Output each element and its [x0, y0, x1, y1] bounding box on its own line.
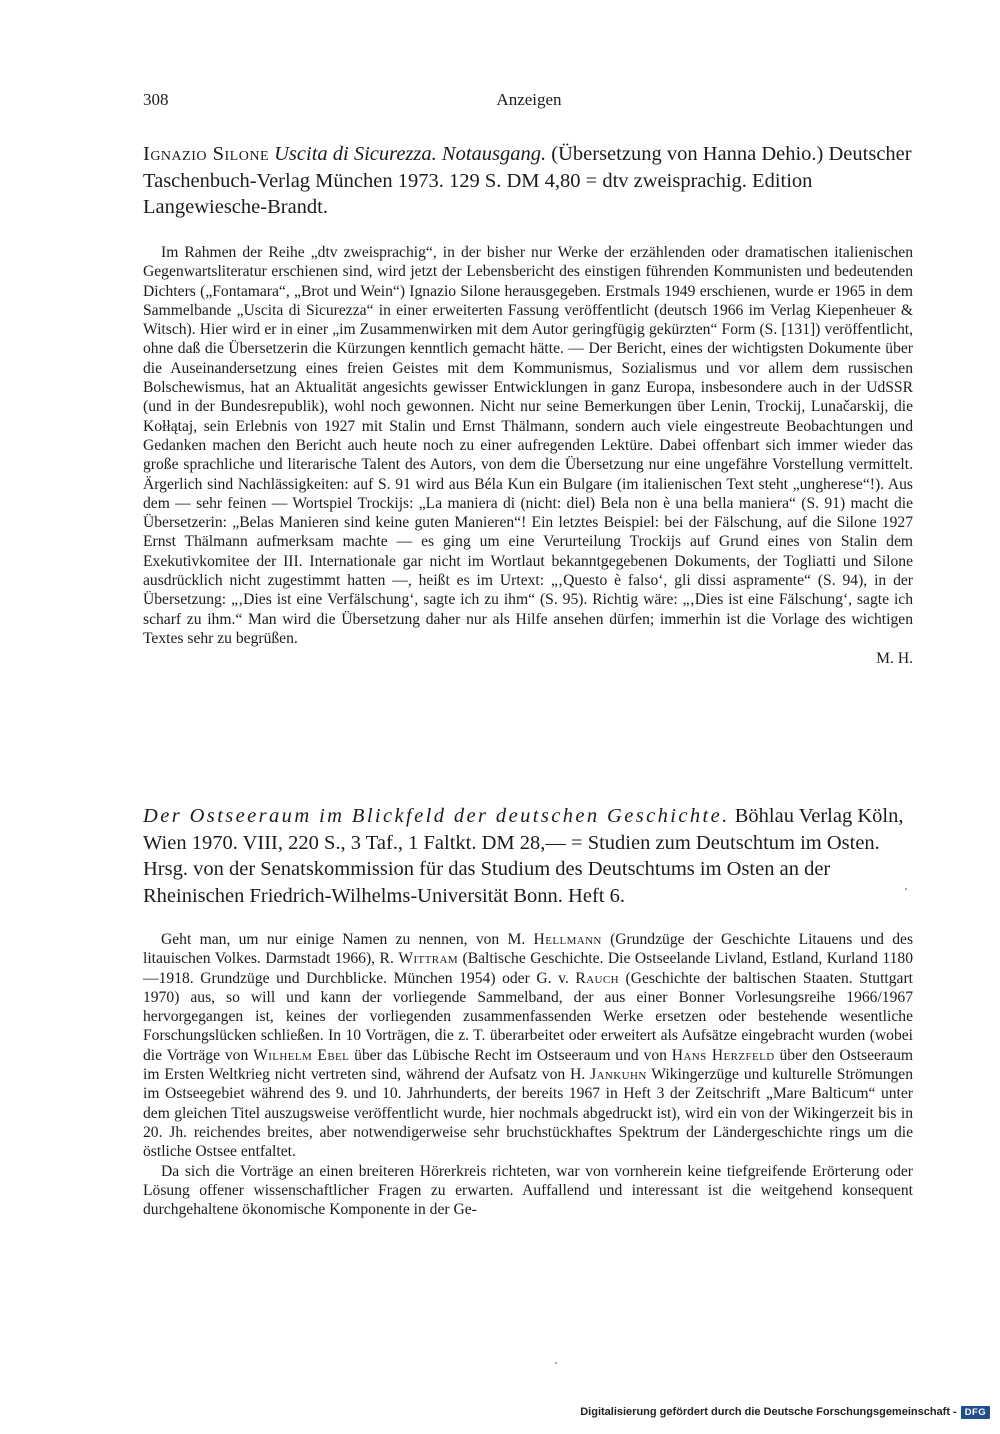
entry2-bibliography: Böhlau Verlag Köln, Wien 1970. VIII, 220 S., 3 Taf., 1 Faltkt. DM 28,— = Studien zum Deutschtum im Osten. Hrsg. von der Senatskommission für das Studium des Deutschtums im Osten an der Rheinischen Friedrich-Wilhelms-Universität Bonn. Heft 6. — [143, 805, 904, 907]
section-title: Anzeigen — [496, 90, 562, 109]
entry1-heading — [143, 141, 913, 221]
author-name-herzfeld: Hans Herzfeld — [671, 1046, 775, 1064]
footer-text: Digitalisierung gefördert durch die Deutsche Forschungsgemeinschaft - — [580, 1406, 957, 1418]
digitization-footer — [580, 1404, 990, 1420]
author-name-wittram: Wittram — [398, 950, 459, 968]
author-name-jankuhn: Jankuhn — [590, 1066, 647, 1084]
author-name-hellmann: Hellmann — [533, 931, 602, 948]
entry2-paragraph-1: Geht man, um nur einige Namen zu nennen, von M. Hellmann (Grundzüge der Geschichte Litauens und des litauischen Volkes. Darmstadt 1966), R. Wittram (Baltische Geschichte. Die Ostseelande Livland, Estland, Kurland 1180—1918. Grundzüge und Durchblicke. München 1954) oder G. v. Rauch (Geschichte der baltischen Staaten. Stuttgart 1970) aus, so will und kann der vorliegende Sammelband, der aus einer Bonner Vorlesungsreihe 1966/1967 hervorgegangen ist, keines der vorliegenden zusammenfassenden Werke ersetzen oder bestehende wesentliche Forschungslücken schließen. In 10 Vorträgen, die z. T. überarbeitet oder erweitert als Aufsätze eingebracht wurden (wobei die Vorträge von Wilhelm Ebel über das Lübische Recht im Ostseeraum und von Hans Herzfeld über den Ostseeraum im Ersten Weltkrieg nicht vertreten sind, während der Aufsatz von H. Jankuhn Wikingerzüge und kulturelle Strömungen im Ostseegebiet während des 9. und 10. Jahrhunderts, der bereits 1967 in Heft 3 der Zeitschrift „Mare Balticum“ unter dem gleichen Titel auszugsweise veröffentlicht wurde, hier nochmals abgedruckt ist), wird ein von der Wikingerzeit bis in 20. Jh. reichendes breites, aber notwendigerweise sehr bruchstückhaftes Spektrum der Ländergeschichte rings um die östliche Ostsee entfaltet. — [143, 931, 914, 1161]
entry2-review — [143, 930, 913, 1219]
entry2-title: Der Ostseeraum im Blickfeld der deutschen Geschichte. — [143, 805, 730, 827]
scan-speck — [555, 1362, 557, 1364]
entry1-review — [143, 243, 913, 669]
author-name-rauch: Rauch — [575, 969, 619, 987]
entry1-bibliography: (Übersetzung von Hanna Dehio.) Deutscher Taschenbuch-Verlag München 1973. 129 S. DM 4,80 = dtv zweisprachig. Edition Langewiesche-Brandt. — [143, 143, 912, 218]
entry2-heading — [143, 803, 913, 909]
entry1-author: Ignazio Silone — [143, 143, 269, 165]
dfg-logo-icon: DFG — [961, 1406, 990, 1419]
page-number: 308 — [143, 90, 169, 109]
entry2-paragraph-2: Da sich die Vorträge an einen breiteren Hörerkreis richteten, war von vornherein keine tiefgreifende Erörterung oder Lösung offener wissenschaftlicher Fragen zu erwarten. Auffallend und interessant ist die weitgehend konsequent durchgehaltene ökonomische Komponente in der Ge- — [143, 1162, 913, 1219]
author-name-ebel: Wilhelm Ebel — [253, 1046, 350, 1064]
entry1-signature: M. H. — [876, 650, 913, 668]
entry1-review-text: Im Rahmen der Reihe „dtv zweisprachig“, in der bisher nur Werke der erzählenden oder dramatischen italienischen Gegenwartsliteratur erschienen sind, wird jetzt der Lebensbericht des einstigen führenden Kommunisten und bedeutenden Dichters („Fontamara“, „Brot und Wein“) Ignazio Silone herausgegeben. Erstmals 1949 erschienen, wurde er 1965 in dem Sammelbande „Uscita di Sicurezza“ in einer erweiterten Fassung veröffentlicht (deutsch 1966 im Verlag Kiepenheuer & Witsch). Hier wird er in einer „im Zusammenwirken mit dem Autor geringfügig gekürzten“ Form (S. [131]) veröffentlicht, ohne daß die Übersetzerin die Kürzungen kenntlich gemacht hätte. — Der Bericht, eines der wichtigsten Dokumente über die Auseinandersetzung eines freien Geistes mit dem Kommunismus, Sozialismus und vor allem dem russischen Bolschewismus, hat an Aktualität angesichts gewisser Entwicklungen in ganz Europa, insbesondere auch in der UdSSR (und in der Bundesrepublik), wohl noch gewonnen. Nicht nur seine Bemerkungen über Lenin, Trockij, Lunačarskij, die Kołłątaj, sein Erlebnis von 1927 mit Stalin und Ernst Thälmann, sondern auch viele eingestreute Beobachtungen und Gedanken machen den Bericht auch heute noch zu einer aufregenden Lektüre. Dabei offenbart sich immer wieder das große sprachliche und literarische Talent des Autors, von dem die Übersetzung nur eine ungefähre Vorstellung vermittelt. Ärgerlich sind Nachlässigkeiten: auf S. 91 wird aus Béla Kun ein Bulgare (im italienischen Text steht „ungherese“!). Aus dem — sehr feinen — Wortspiel Trockijs: „La maniera di (nicht: diel) Bela non è una bella maniera“ (S. 91) macht die Übersetzerin: „Belas Manieren sind keine guten Manieren“! Ein letztes Beispiel: bei der Fälschung, auf die Silone 1927 Ernst Thälmann aufmerksam machte — es ging um eine Verurteilung Trockijs auf Grund eines von Stalin dem Exekutivkomitee der III. Internationale gar nicht im Wortlaut bekanntgegebenen Dokuments, der Togliatti und Silone ausdrücklich nicht zugestimmt hatten —, heißt es im Urtext: „‚Questo è falso‘, gli dissi aspramente“ (S. 94), in der Übersetzung: „‚Dies ist eine Verfälschung‘, sagte ich zu ihm“ (S. 95). Richtig wäre: „‚Dies ist eine Fälschung‘, sagte ich scharf zu ihm.“ Man wird die Übersetzung daher nur als Hilfe ansehen dürfen; immerhin ist die Vorlage des wichtigen Textes sehr zu begrüßen. — [143, 244, 913, 647]
running-head — [143, 90, 915, 114]
scan-speck — [905, 888, 907, 890]
entry1-title: Uscita di Sicurezza. Notausgang. — [274, 143, 547, 165]
